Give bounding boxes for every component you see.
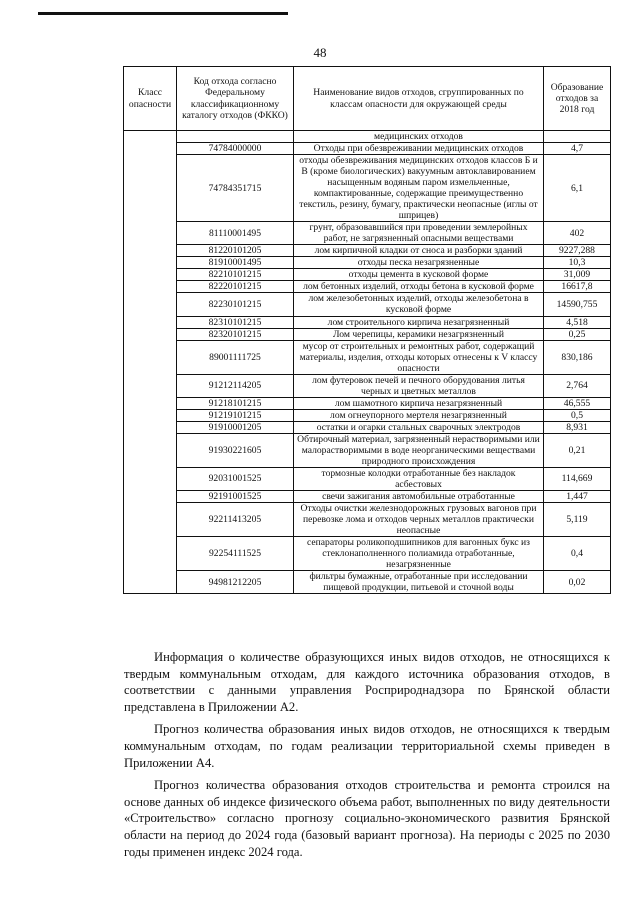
continuation-code — [177, 131, 294, 143]
row-value: 4,7 — [544, 143, 611, 155]
row-value: 0,21 — [544, 433, 611, 467]
row-code: 74784000000 — [177, 143, 294, 155]
row-name: лом футеровок печей и печного оборудования литья черных и цветных металлов — [294, 374, 544, 397]
row-value: 9227,288 — [544, 245, 611, 257]
paragraph: Информация о количестве образующихся иных видов отходов, не относящихся к твердым коммунальным отходам, для каждого источника образования отходов, в соответствии с данными управления Росприроднадзора по Брянской области представлена в Приложении А2. — [124, 650, 610, 714]
row-value: 31,009 — [544, 269, 611, 281]
header-name: Наименование видов отходов, сгруппированных по классам опасности для окружающей среды — [294, 67, 544, 131]
row-value: 0,5 — [544, 409, 611, 421]
table-row — [124, 281, 611, 293]
row-code: 91218101215 — [177, 397, 294, 409]
paragraph: Прогноз количества образования иных видов отходов, не относящихся к твердым коммунальным отходам, по годам реализации территориальной схемы приведен в Приложении А4. — [124, 722, 610, 770]
row-value: 16617,8 — [544, 281, 611, 293]
row-value: 402 — [544, 222, 611, 245]
row-name: отходы песка незагрязненные — [294, 257, 544, 269]
row-value: 4,518 — [544, 316, 611, 328]
row-code: 82320101215 — [177, 328, 294, 340]
table-row — [124, 269, 611, 281]
class-cell — [124, 131, 177, 594]
table-row — [124, 490, 611, 502]
table-row — [124, 467, 611, 490]
row-code: 91219101215 — [177, 409, 294, 421]
row-code: 81220101205 — [177, 245, 294, 257]
row-name: Лом черепицы, керамики незагрязненный — [294, 328, 544, 340]
row-name: грунт, образовавшийся при проведении землеройных работ, не загрязненный опасными веществами — [294, 222, 544, 245]
body-text — [124, 649, 610, 866]
row-code: 92191001525 — [177, 490, 294, 502]
table-row — [124, 143, 611, 155]
row-value: 8,931 — [544, 421, 611, 433]
table-row — [124, 293, 611, 316]
row-code: 82230101215 — [177, 293, 294, 316]
row-name: лом строительного кирпича незагрязненный — [294, 316, 544, 328]
row-name: лом железобетонных изделий, отходы железобетона в кусковой форме — [294, 293, 544, 316]
row-value: 5,119 — [544, 503, 611, 537]
row-value: 0,4 — [544, 537, 611, 571]
row-value: 1,447 — [544, 490, 611, 502]
table-row — [124, 340, 611, 374]
row-code: 81110001495 — [177, 222, 294, 245]
row-name: Отходы при обезвреживании медицинских отходов — [294, 143, 544, 155]
row-name: остатки и огарки стальных сварочных электродов — [294, 421, 544, 433]
row-value: 0,25 — [544, 328, 611, 340]
waste-table — [123, 66, 611, 594]
table-row — [124, 374, 611, 397]
row-name: лом кирпичной кладки от сноса и разборки зданий — [294, 245, 544, 257]
row-code: 89001111725 — [177, 340, 294, 374]
row-code: 92211413205 — [177, 503, 294, 537]
row-name: свечи зажигания автомобильные отработанные — [294, 490, 544, 502]
row-value: 2,764 — [544, 374, 611, 397]
row-name: сепараторы роликоподшипников для вагонных букс из стеклонаполненного полиамида отработанные, незагрязненные — [294, 537, 544, 571]
row-code: 74784351715 — [177, 155, 294, 222]
header-class: Класс опасности — [124, 67, 177, 131]
row-value: 46,555 — [544, 397, 611, 409]
table-row — [124, 503, 611, 537]
row-code: 91930221605 — [177, 433, 294, 467]
row-code: 92031001525 — [177, 467, 294, 490]
continuation-name: медицинских отходов — [294, 131, 544, 143]
row-name: Отходы очистки железнодорожных грузовых вагонов при перевозке лома и отходов черных металлов практически неопасные — [294, 503, 544, 537]
table-row — [124, 257, 611, 269]
table-row — [124, 537, 611, 571]
paragraph: Прогноз количества образования отходов строительства и ремонта строился на основе данных об индексе физического объема работ, выполненных по виду деятельности «Строительство» согласно прогнозу социально-экономического развития Брянской области на период до 2024 года (базовый вариант прогноза). На периоды с 2025 по 2030 годы применен индекс 2024 года. — [124, 778, 610, 859]
row-name: отходы обезвреживания медицинских отходов классов Б и В (кроме биологических) вакуумным автоклавированием насыщенным водяным паром измельченные, компактированные, содержащие преимущественно текстиль, резину, бумагу, практически неопасные (иглы от шприцев) — [294, 155, 544, 222]
continuation-value — [544, 131, 611, 143]
table-row — [124, 245, 611, 257]
table-row — [124, 328, 611, 340]
row-value: 0,02 — [544, 571, 611, 594]
continuation-row — [124, 131, 611, 143]
header-amount: Образование отходов за 2018 год — [544, 67, 611, 131]
row-code: 81910001495 — [177, 257, 294, 269]
row-value: 10,3 — [544, 257, 611, 269]
row-code: 82220101215 — [177, 281, 294, 293]
header-code: Код отхода согласно Федеральному классификационному каталогу отходов (ФККО) — [177, 67, 294, 131]
table-row — [124, 409, 611, 421]
table-row — [124, 433, 611, 467]
row-value: 14590,755 — [544, 293, 611, 316]
table-row — [124, 155, 611, 222]
row-code: 92254111525 — [177, 537, 294, 571]
top-rule — [38, 12, 288, 15]
row-code: 91212114205 — [177, 374, 294, 397]
row-code: 82310101215 — [177, 316, 294, 328]
row-name: тормозные колодки отработанные без накладок асбестовых — [294, 467, 544, 490]
row-name: лом шамотного кирпича незагрязненный — [294, 397, 544, 409]
table-header-row — [124, 67, 611, 131]
row-name: Обтирочный материал, загрязненный нерастворимыми или малорастворимыми в воде неорганическими веществами природного происхождения — [294, 433, 544, 467]
table-row — [124, 316, 611, 328]
row-code: 94981212205 — [177, 571, 294, 594]
row-name: лом бетонных изделий, отходы бетона в кусковой форме — [294, 281, 544, 293]
row-name: лом огнеупорного мертеля незагрязненный — [294, 409, 544, 421]
table-row — [124, 421, 611, 433]
row-name: фильтры бумажные, отработанные при исследовании пищевой продукции, питьевой и сточной воды — [294, 571, 544, 594]
row-name: мусор от строительных и ремонтных работ, содержащий материалы, изделия, отходы которых отнесены к V классу опасности — [294, 340, 544, 374]
row-name: отходы цемента в кусковой форме — [294, 269, 544, 281]
table-row — [124, 571, 611, 594]
table-row — [124, 222, 611, 245]
table-row — [124, 397, 611, 409]
row-code: 91910001205 — [177, 421, 294, 433]
row-value: 830,186 — [544, 340, 611, 374]
page-number: 48 — [313, 45, 327, 60]
row-value: 114,669 — [544, 467, 611, 490]
row-code: 82210101215 — [177, 269, 294, 281]
row-value: 6,1 — [544, 155, 611, 222]
